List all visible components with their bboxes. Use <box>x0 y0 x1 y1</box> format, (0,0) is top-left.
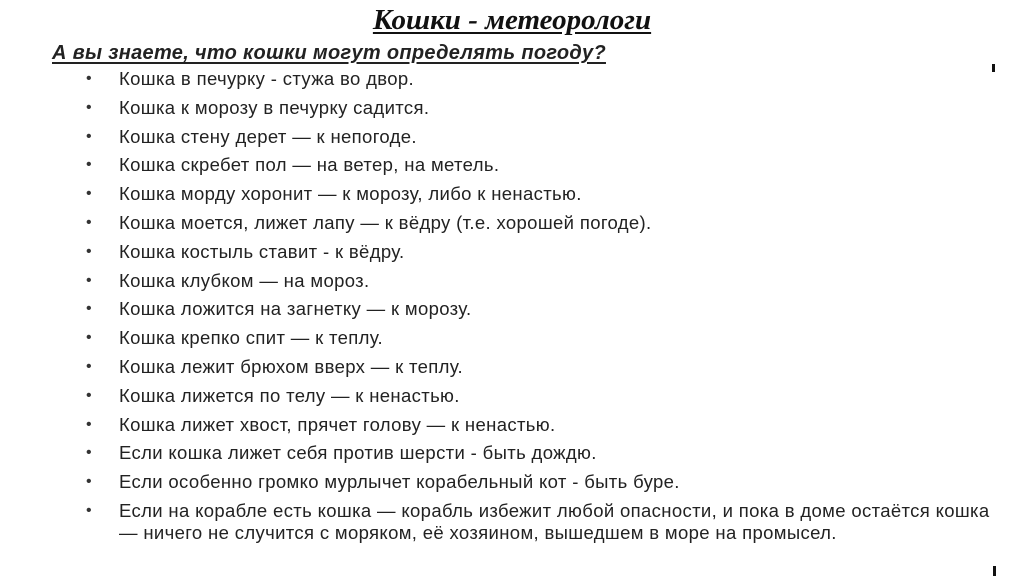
list-item-text: Кошка моется, лижет лапу — к вёдру (т.е. хорошей погоде). <box>119 211 652 233</box>
list-item <box>86 183 996 205</box>
list-item <box>86 500 996 544</box>
bullet-icon: • <box>86 386 92 404</box>
list-item-text: Если особенно громко мурлычет корабельный кот - быть буре. <box>119 471 680 493</box>
list-item <box>86 356 996 378</box>
list-item-text: Кошка клубком — на мороз. <box>119 269 370 291</box>
list-item <box>86 154 996 176</box>
bullet-icon: • <box>86 444 92 462</box>
bullet-icon: • <box>86 415 92 433</box>
bullet-icon: • <box>86 213 92 231</box>
list-item-text: Кошка скребет пол — на ветер, на метель. <box>119 154 500 176</box>
list-item <box>86 442 996 464</box>
list-item <box>86 298 996 320</box>
list-item-text: Кошка лижется по телу — к ненастью. <box>119 384 460 406</box>
bullet-icon: • <box>86 242 92 260</box>
list-item-text: Кошка лежит брюхом вверх — к теплу. <box>119 355 464 377</box>
slide-title: Кошки - метеорологи <box>372 4 652 36</box>
list-item <box>86 126 996 148</box>
list-item-text: Кошка морду хоронит — к морозу, либо к ненастью. <box>119 183 582 205</box>
list-item <box>86 97 996 119</box>
bullet-icon: • <box>86 185 92 203</box>
list-item-text: Если кошка лижет себя против шерсти - быть дождю. <box>119 442 597 464</box>
list-item <box>86 241 996 263</box>
edge-mark-top <box>992 64 995 72</box>
bullet-icon: • <box>86 127 92 145</box>
list-item-text: Кошка стену дерет — к непогоде. <box>119 125 417 147</box>
list-item-text: Кошка ложится на загнетку — к морозу. <box>119 298 472 320</box>
bullet-icon: • <box>86 329 92 347</box>
list-item <box>86 270 996 292</box>
list-item <box>86 327 996 349</box>
list-item <box>86 414 996 436</box>
edge-mark-bottom <box>993 566 996 576</box>
list-item-text: Кошка костыль ставит - к вёдру. <box>119 240 405 262</box>
list-item <box>86 212 996 234</box>
bullet-icon: • <box>86 501 92 519</box>
list-item <box>86 471 996 493</box>
slide-subtitle: А вы знаете, что кошки могут определять погоду? <box>52 42 606 64</box>
bullet-icon: • <box>86 98 92 116</box>
list-item-text: Кошка к морозу в печурку садится. <box>119 96 430 118</box>
list-item-text: Кошка в печурку - стужа во двор. <box>119 68 415 89</box>
bullet-icon: • <box>86 156 92 174</box>
list-item-text: Кошка лижет хвост, прячет голову — к ненастью. <box>119 413 556 435</box>
bullet-icon: • <box>86 357 92 375</box>
omens-list <box>86 68 996 551</box>
list-item-text: Кошка крепко спит — к теплу. <box>119 327 384 349</box>
list-item <box>86 385 996 407</box>
bullet-icon: • <box>86 473 92 491</box>
bullet-icon: • <box>86 70 92 87</box>
list-item-text: Если на корабле есть кошка — корабль избежит любой опасности, и пока в доме остаётся кошка — ничего не случится с моряком, её хозяином, вышедшем в море на промысел. <box>119 499 990 543</box>
bullet-icon: • <box>86 300 92 318</box>
bullet-icon: • <box>86 271 92 289</box>
list-item <box>86 68 996 90</box>
